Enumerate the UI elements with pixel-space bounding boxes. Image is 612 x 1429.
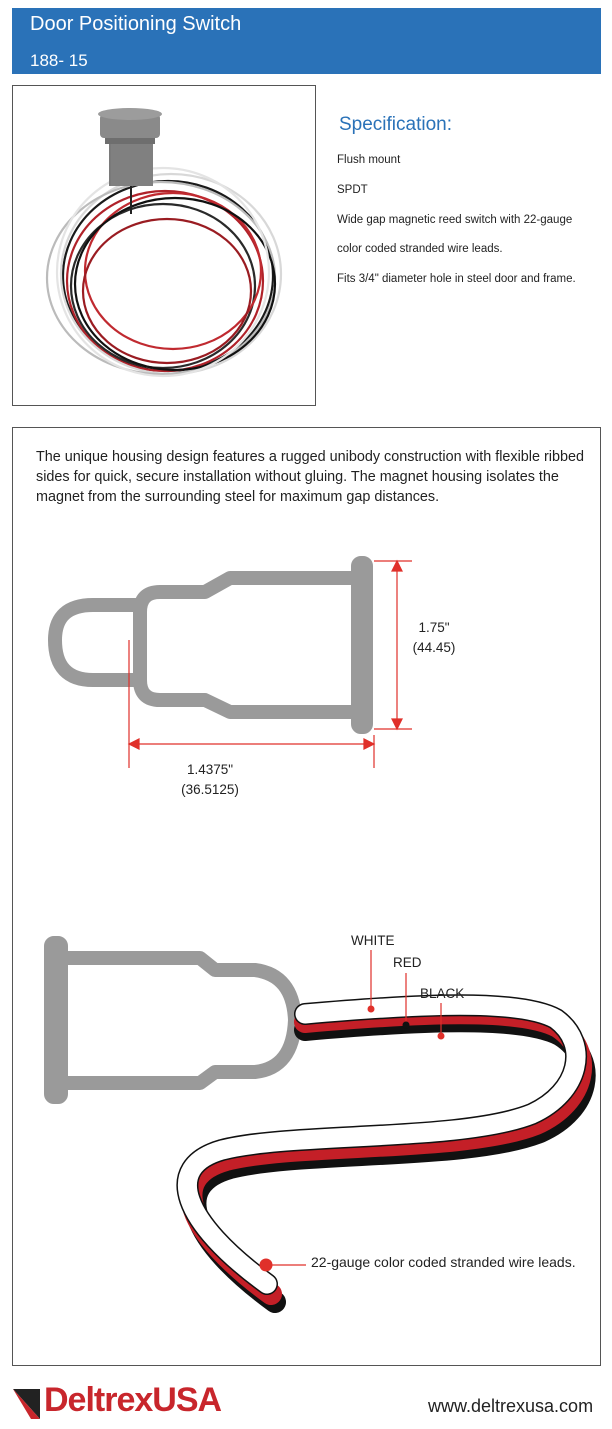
height-dimension <box>404 618 464 658</box>
website-url[interactable]: www.deltrexusa.com <box>428 1396 594 1416</box>
deltrex-logo-icon <box>13 1389 40 1419</box>
black-wire-marker <box>438 1033 445 1040</box>
height-inches: 1.75" <box>418 620 450 635</box>
wire-end-marker <box>260 1259 273 1272</box>
white-wire-label: WHITE <box>351 933 395 948</box>
red-wire-label: RED <box>393 955 422 970</box>
housing-outline-top <box>55 563 366 727</box>
model-number: 188- 15 <box>30 51 88 70</box>
wire-caption: 22-gauge color coded stranded wire leads. <box>311 1254 576 1270</box>
spec-item: color coded stranded wire leads. <box>337 243 503 256</box>
red-wire-marker <box>403 1022 410 1029</box>
specification-title: Specification: <box>339 114 453 135</box>
spec-item: Flush mount <box>337 154 401 166</box>
spec-item: Wide gap magnetic reed switch with 22-gauge <box>337 213 573 226</box>
white-wire-marker <box>368 1006 375 1013</box>
spec-item: SPDT <box>337 183 368 196</box>
intro-paragraph: The unique housing design features a rugged unibody construction with flexible ribbed sides for quick, secure installation without gluing. The magnet housing isolates the magnet from the surrounding steel for maximum gap distances. <box>36 449 585 505</box>
height-millimeters: (44.45) <box>412 640 456 655</box>
length-dimension <box>165 760 255 800</box>
length-inches: 1.4375" <box>186 762 234 777</box>
deltrex-logo: DeltrexUSA <box>44 1381 222 1419</box>
page-title: Door Positioning Switch <box>30 13 242 35</box>
black-wire-label: BLACK <box>420 986 465 1001</box>
housing-outline-bottom <box>51 943 295 1097</box>
spec-item: Fits 3/4" diameter hole in steel door and frame. <box>337 273 576 286</box>
length-millimeters: (36.5125) <box>181 782 239 797</box>
